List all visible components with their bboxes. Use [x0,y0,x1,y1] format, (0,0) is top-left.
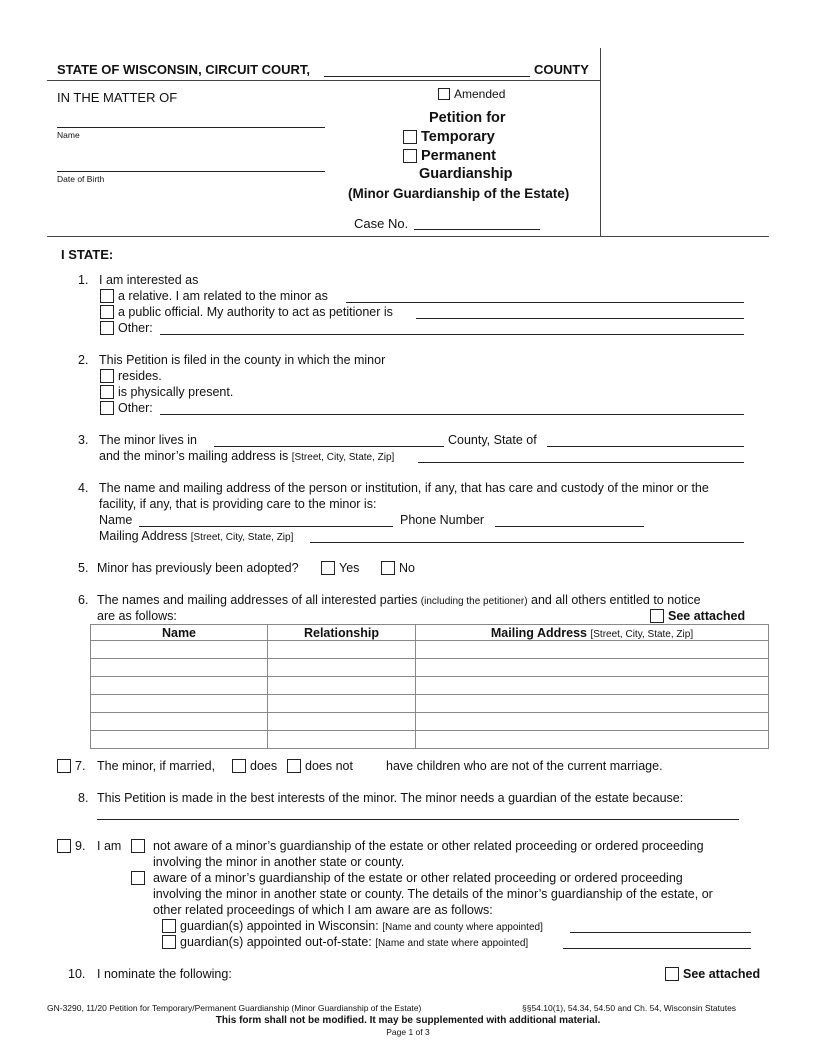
item7-number: 7. [75,759,86,773]
adopted-question: Minor has previously been adopted? [97,561,299,575]
item1-other-checkbox[interactable] [100,321,114,335]
item10-text: I nominate the following: [97,967,232,981]
custodian-mailing-label [99,529,293,543]
temporary-checkbox[interactable] [403,130,417,144]
table-cell[interactable] [91,677,268,695]
aware-option[interactable] [131,871,149,885]
item10-see-attached-label: See attached [683,967,761,981]
col-relationship: Relationship [268,625,416,641]
name-field[interactable] [57,127,325,128]
table-cell[interactable] [91,695,268,713]
not-aware-checkbox[interactable] [131,839,145,853]
item10-see-attached-checkbox[interactable] [665,967,679,981]
not-aware-option[interactable] [131,839,149,853]
permanent-label: Permanent [421,148,496,164]
item6-line2: are as follows: [97,609,177,623]
item4-number: 4. [78,481,89,495]
item2-text: This Petition is filed in the county in which the minor [99,353,386,367]
case-no-field[interactable] [414,229,540,230]
oos-guardian-option[interactable] [162,935,528,949]
table-row [91,695,769,713]
table-row [91,641,769,659]
table-cell[interactable] [416,731,769,749]
oos-guardian-hint: [Name and state where appointed] [375,938,529,949]
minor-mailing-text: and the minor’s mailing address is [99,449,289,463]
item8-number: 8. [78,791,89,805]
official-label: a public official. My authority to act as petitioner is [118,305,393,319]
item1-other-label: Other: [118,321,153,335]
header-vertical-rule [600,48,601,236]
state-field[interactable] [547,446,744,447]
table-row [91,677,769,695]
adopted-no-label: No [399,561,415,575]
item6-see-attached-label: See attached [668,609,746,623]
minor-mailing-label [99,449,394,463]
item2-other-field[interactable] [160,414,744,415]
official-field[interactable] [416,318,744,319]
present-checkbox[interactable] [100,385,114,399]
does-checkbox[interactable] [232,759,246,773]
item6-line1 [97,593,701,607]
table-cell[interactable] [268,731,416,749]
does-option[interactable] [232,759,277,773]
does-not-option[interactable] [287,759,353,773]
custodian-name-label: Name [99,513,133,527]
adopted-no-option[interactable] [381,561,415,575]
wi-guardian-label: guardian(s) appointed in Wisconsin: [180,919,379,933]
table-cell[interactable] [91,659,268,677]
item9-checkbox[interactable] [57,839,71,853]
county-field[interactable] [324,76,530,77]
resides-label: resides. [118,369,162,383]
permanent-option[interactable] [403,148,496,164]
custodian-mailing-text: Mailing Address [99,529,188,543]
item8-reason-field[interactable] [97,819,739,820]
resides-checkbox[interactable] [100,369,114,383]
col-name: Name [91,625,268,641]
table-cell[interactable] [268,641,416,659]
item7-option[interactable] [57,759,85,773]
item8-text: This Petition is made in the best interests of the minor. The minor needs a guardian of the estate because: [97,791,684,805]
lives-in-label: The minor lives in [99,433,197,447]
not-aware-line2: involving the minor in another state or county. [153,855,405,869]
wi-guardian-hint: [Name and county where appointed] [382,922,543,933]
col-address [416,625,769,641]
item5-number: 5. [78,561,89,575]
oos-guardian-label: guardian(s) appointed out-of-state: [180,935,372,949]
phone-label: Phone Number [400,513,485,527]
amended-checkbox[interactable] [438,88,450,100]
relative-label: a relative. I am related to the minor as [118,289,328,303]
item2-present-option[interactable] [100,385,233,399]
court-title: STATE OF WISCONSIN, CIRCUIT COURT, [57,62,311,77]
aware-checkbox[interactable] [131,871,145,885]
table-row [91,713,769,731]
item3-number: 3. [78,433,89,447]
table-header-row [91,625,769,641]
minor-mailing-hint: [Street, City, State, Zip] [291,452,395,463]
footer-form-id: GN-3290, 11/20 Petition for Temporary/Permanent Guardianship (Minor Guardianship of the Estate) [47,1003,422,1013]
aware-line2: involving the minor in another state or county. The details of the minor’s guardianship of the estate, or [153,887,713,901]
header-rule-top [47,80,600,81]
item2-other-label: Other: [118,401,153,415]
official-checkbox[interactable] [100,305,114,319]
item6-see-attached-checkbox[interactable] [650,609,664,623]
item7-tail: have children who are not of the current marriage. [386,759,663,773]
item4-line1: The name and mailing address of the person or institution, if any, that has care and custody of the minor or the [99,481,709,495]
item9-option[interactable] [57,839,85,853]
table-cell[interactable] [416,677,769,695]
adopted-no-checkbox[interactable] [381,561,395,575]
dob-label: Date of Birth [57,174,105,184]
item2-other-option[interactable] [100,401,153,415]
oos-guardian-field[interactable] [563,948,751,949]
table-cell[interactable] [268,695,416,713]
wi-guardian-field[interactable] [570,932,751,933]
guardianship-title: Guardianship [419,166,513,182]
item6-number: 6. [78,593,89,607]
lives-in-field[interactable] [214,446,444,447]
does-not-checkbox[interactable] [287,759,301,773]
footer-statutes: §§54.10(1), 54.34, 54.50 and Ch. 54, Wisconsin Statutes [522,1003,737,1013]
item2-other-checkbox[interactable] [100,401,114,415]
item10-see-attached[interactable] [665,967,760,981]
table-cell[interactable] [268,677,416,695]
item2-number: 2. [78,353,89,367]
adopted-yes-option[interactable] [321,561,359,575]
table-cell[interactable] [91,731,268,749]
item7-text: The minor, if married, [97,759,216,773]
item1-other-option[interactable] [100,321,153,335]
aware-line3: other related proceedings of which I am aware are as follows: [153,903,493,917]
item6-line1-text: The names and mailing addresses of all interested parties [97,593,418,607]
item6-line1-tail: and all others entitled to notice [531,593,701,607]
phone-field[interactable] [495,526,644,527]
table-cell[interactable] [268,713,416,731]
table-cell[interactable] [268,659,416,677]
table-cell[interactable] [416,713,769,731]
name-label: Name [57,130,80,140]
relative-checkbox[interactable] [100,289,114,303]
item6-petitioner-note: (including the petitioner) [420,596,528,607]
adopted-yes-label: Yes [339,561,360,575]
minor-mailing-field[interactable] [418,462,744,463]
wi-guardian-checkbox[interactable] [162,919,176,933]
adopted-yes-checkbox[interactable] [321,561,335,575]
table-cell[interactable] [416,695,769,713]
table-cell[interactable] [416,641,769,659]
does-not-label: does not [305,759,353,773]
custodian-mailing-field[interactable] [310,542,744,543]
does-label: does [250,759,278,773]
footer-page-number: Page 1 of 3 [386,1027,430,1037]
item1-relative-option[interactable] [100,289,328,303]
item6-see-attached[interactable] [650,609,745,623]
amended-option[interactable] [438,87,505,101]
temporary-label: Temporary [421,129,495,145]
col-address-label: Mailing Address [490,625,587,640]
wi-guardian-option[interactable] [162,919,543,933]
petition-for: Petition for [429,110,506,126]
i-state-heading: I STATE: [61,247,114,262]
item10-number: 10. [68,967,86,981]
county-state-label: County, State of [448,433,537,447]
item9-i-am: I am [97,839,122,853]
item1-other-field[interactable] [160,334,744,335]
item9-number: 9. [75,839,86,853]
header-rule-bottom [47,236,769,237]
in-matter-of: IN THE MATTER OF [57,90,178,105]
item7-checkbox[interactable] [57,759,71,773]
item1-text: I am interested as [99,273,199,287]
table-cell[interactable] [416,659,769,677]
table-cell[interactable] [91,713,268,731]
item1-number: 1. [78,273,89,287]
custodian-mailing-hint: [Street, City, State, Zip] [190,532,294,543]
not-aware-line1: not aware of a minor’s guardianship of the estate or other related proceeding or ordered proceeding [153,839,704,853]
relative-field[interactable] [346,302,744,303]
case-no-label: Case No. [354,216,409,231]
custodian-name-field[interactable] [139,526,393,527]
form-subtitle: (Minor Guardianship of the Estate) [348,186,570,201]
county-label: COUNTY [534,62,589,77]
footer-notice: This form shall not be modified. It may be supplemented with additional material. [215,1015,601,1026]
table-row [91,659,769,677]
table-cell[interactable] [91,641,268,659]
amended-label: Amended [454,87,506,101]
present-label: is physically present. [118,385,234,399]
permanent-checkbox[interactable] [403,149,417,163]
interested-parties-table [90,624,769,749]
item2-resides-option[interactable] [100,369,162,383]
aware-line1: aware of a minor’s guardianship of the estate or other related proceeding or ordered proceeding [153,871,683,885]
dob-field[interactable] [57,171,325,172]
temporary-option[interactable] [403,129,495,145]
oos-guardian-checkbox[interactable] [162,935,176,949]
item4-line2: facility, if any, that is providing care to the minor is: [99,497,377,511]
col-address-hint: [Street, City, State, Zip] [590,628,694,640]
item1-official-option[interactable] [100,305,393,319]
table-row [91,731,769,749]
